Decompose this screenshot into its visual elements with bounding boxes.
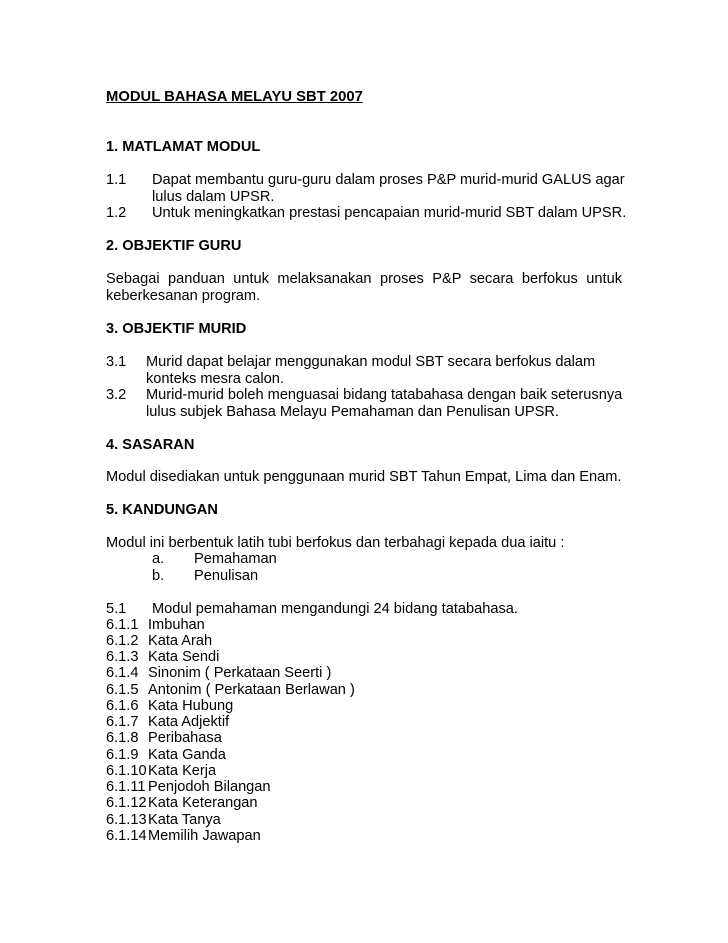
item-number: 6.1.4 xyxy=(106,665,139,681)
item-text-line: Memilih Jawapan xyxy=(148,828,261,844)
section-5-heading: 5. KANDUNGAN xyxy=(106,502,218,518)
item-text-line: Antonim ( Perkataan Berlawan ) xyxy=(148,682,355,698)
item-text-line: lulus subjek Bahasa Melayu Pemahaman dan Penulisan UPSR. xyxy=(146,404,559,420)
item-text-line: Untuk meningkatkan prestasi pencapaian murid-murid SBT dalam UPSR. xyxy=(152,205,627,221)
section-1-heading: 1. MATLAMAT MODUL xyxy=(106,139,261,155)
item-number: 3.1 xyxy=(106,354,127,370)
item-number: 6.1.1 xyxy=(106,617,139,633)
item-text-line: Kata Ganda xyxy=(148,747,226,763)
item-number: 6.1.7 xyxy=(106,714,139,730)
paragraph-line: Sebagai panduan untuk melaksanakan proses P&P secara berfokus untuk xyxy=(106,271,622,287)
item-text-line: Kata Adjektif xyxy=(148,714,230,730)
item-number: 6.1.12 xyxy=(106,795,147,811)
item-text-line: Modul pemahaman mengandungi 24 bidang tatabahasa. xyxy=(152,601,518,617)
item-text-line: Pemahaman xyxy=(194,551,277,567)
section-2-heading: 2. OBJEKTIF GURU xyxy=(106,238,242,254)
item-text-line: Penulisan xyxy=(194,568,259,584)
document-title: MODUL BAHASA MELAYU SBT 2007 xyxy=(106,89,363,105)
item-number: 6.1.8 xyxy=(106,730,139,746)
item-text-line: Imbuhan xyxy=(148,617,205,633)
item-number: 6.1.11 xyxy=(106,779,146,795)
item-text-line: Kata Keterangan xyxy=(148,795,258,811)
item-text-line: lulus dalam UPSR. xyxy=(152,189,275,205)
item-letter: b. xyxy=(152,568,165,584)
section-4-text: Modul disediakan untuk penggunaan murid SBT Tahun Empat, Lima dan Enam. xyxy=(106,469,622,485)
section-3-heading: 3. OBJEKTIF MURID xyxy=(106,321,247,337)
item-text-line: Kata Arah xyxy=(148,633,213,649)
item-text-line: konteks mesra calon. xyxy=(146,371,284,387)
item-number: 6.1.2 xyxy=(106,633,139,649)
item-letter: a. xyxy=(152,551,165,567)
item-number: 3.2 xyxy=(106,387,127,403)
item-number: 6.1.6 xyxy=(106,698,139,714)
item-text-line: Kata Tanya xyxy=(148,812,221,828)
item-number: 6.1.9 xyxy=(106,747,139,763)
item-text-line: Peribahasa xyxy=(148,730,222,746)
item-text-line: Murid dapat belajar menggunakan modul SBT secara berfokus dalam xyxy=(146,354,596,370)
item-text-line: Kata Hubung xyxy=(148,698,234,714)
item-number: 6.1.14 xyxy=(106,828,147,844)
item-number: 1.2 xyxy=(106,205,127,221)
item-number: 6.1.5 xyxy=(106,682,139,698)
item-number: 1.1 xyxy=(106,172,127,188)
item-text-line: Penjodoh Bilangan xyxy=(148,779,271,795)
item-number: 6.1.10 xyxy=(106,763,147,779)
paragraph-line: keberkesanan program. xyxy=(106,288,261,304)
item-text-line: Murid-murid boleh menguasai bidang tatabahasa dengan baik seterusnya xyxy=(146,387,623,403)
section-5-intro: Modul ini berbentuk latih tubi berfokus dan terbahagi kepada dua iaitu : xyxy=(106,535,565,551)
section-4-heading: 4. SASARAN xyxy=(106,437,195,453)
item-text-line: Dapat membantu guru-guru dalam proses P&P murid-murid GALUS agar xyxy=(152,172,625,188)
item-number: 5.1 xyxy=(106,601,127,617)
list-item-1-1 xyxy=(106,172,625,206)
item-text-line: Kata Sendi xyxy=(148,649,220,665)
section-2-paragraph xyxy=(106,271,622,305)
item-number: 6.1.3 xyxy=(106,649,139,665)
item-text-line: Sinonim ( Perkataan Seerti ) xyxy=(148,665,332,681)
item-number: 6.1.13 xyxy=(106,812,147,828)
item-text-line: Kata Kerja xyxy=(148,763,217,779)
